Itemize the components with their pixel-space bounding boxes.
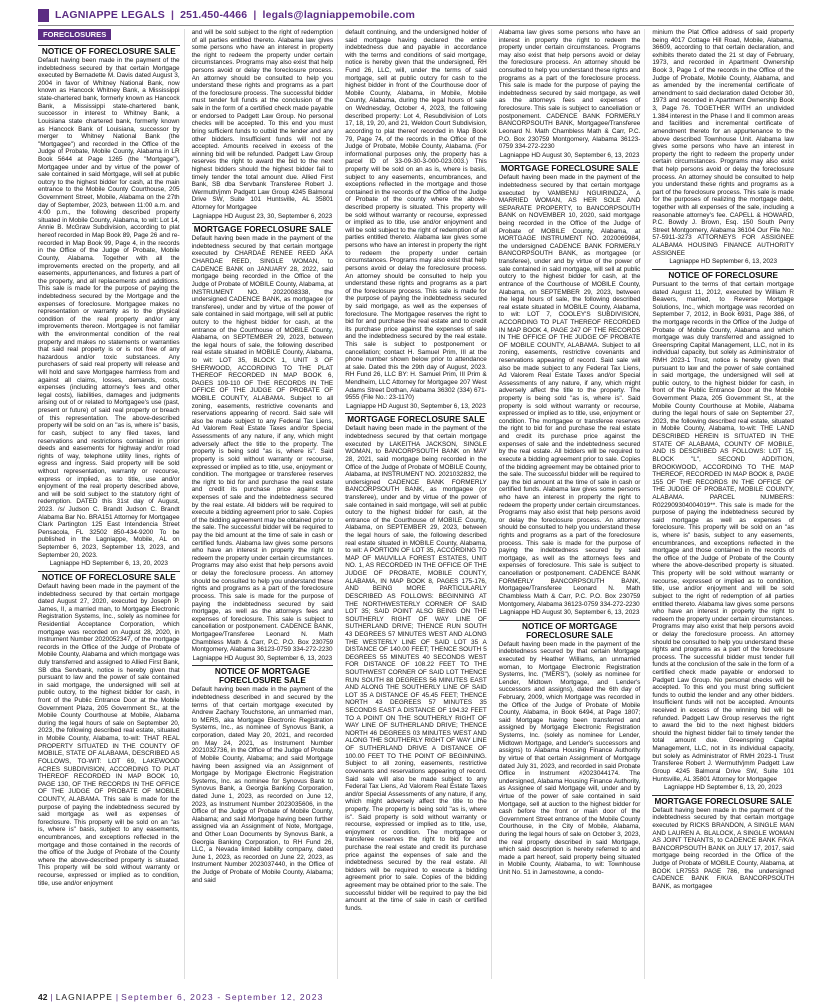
notice-body: Default having been made in the payment of the indebtedness secured by that certain mortgage dated August 27, 2020, executed by Joseph P. James, II, a married man, to Mortgage Electronic Registration Systems, Inc., solely as nominee for Residential Acceptance Corporation, which mortgage was recorded on August 28, 2020, in Instrument Number 2020052347, of the mortgage records in the Office of the Judge of Probate of Mobile County, Alabama and which mortgage was duly transferred and assigned to Allied First Bank, SB dba Servbank, notice is hereby given that pursuant to law and the power of sale contained in said mortgage, the undersigned will sell at public outcry, to the highest bidder for cash, in front of the Public Entrance Door at the Mobile Government Plaza, 205 Government St., at the Mobile County Courthouse at Mobile, Alabama during the legal hours of sale on September 20, 2023, the following described real estate, situated in Mobile County, Alabama, to-wit: THAT REAL PROPERTY SITUATED IN THE COUNTY OF MOBILE, STATE OF ALABAMA, DESCRIBED AS FOLLOWS, TO-WIT: LOT 69, LAKEWOOD ACRES SUBDIVISION, ACCORDING TO PLAT THEREOF RECORDED IN MAP BOOK 10, PAGE 130, OF THE RECORDS IN THE OFFICE OF THE JUDGE OF PROBATE OF MOBILE COUNTY, ALABAMA. This sale is made for the purpose of paying the indebtedness secured by said mortgage as well as expenses of foreclosure. This property will be sold on an "as is, where is" basis, subject to any easements, encumbrances, and exceptions reflected in the mortgage and those contained in the records of the office of the Judge of Probate of the County where the above-described property is situated. This property will be sold without warranty or recourse, expressed or implied as to condition, title, use and/or enjoyment <box>38 582 180 887</box>
notice-heading: MORTGAGE FORECLOSURE SALE <box>652 795 794 806</box>
page-footer <box>38 990 798 1004</box>
page-number: 42 <box>38 992 48 1002</box>
section-title: LAGNIAPPE LEGALS <box>55 9 165 21</box>
phone-number: 251.450-4466 <box>180 9 248 21</box>
legal-notice <box>38 45 180 568</box>
notice-publication-ref: Lagniappe HD August 30, September 6, 13, 2023 <box>499 151 640 159</box>
legal-notice <box>499 29 641 159</box>
notice-publication-ref: Lagniappe HD August 30, September 6, 13, 2023 <box>346 402 486 410</box>
notice-body: Default having been made in the payment of the indebtedness secured by that certain Mortgage executed by Heather Williams, an unmarried woman, to Mortgage Electronic Registration Systems, Inc. ("MERS"), (solely as nominee for Lender, Midtown Mortgage, and Lender's successors and assigns), dated the 6th day of February, 2009, which Mortgage was recorded in the Office of the Judge of Probate of Mobile County, Alabama, in Book 6494, at Page 1807; said Mortgage having been transferred and assigned by Mortgage Electronic Registration Systems, Inc. (solely as nominee for Lender, Midtown Mortgage, and Lender's successors and assigns) to Alabama Housing Finance Authority by virtue of that certain Assignment of Mortgage dated July 31, 2023, and recorded in said Probate Office in Instrument #2023044174. The undersigned, Alabama Housing Finance Authority, as Assignee of said Mortgage will, under and by virtue of the power of sale contained in said Mortgage, sell at auction to the highest bidder for cash before the front or main door of the Government Street entrance of the Mobile County Courthouse, in the City of Mobile, Alabama, during the legal hours of sale on October 3, 2023, the real property described in said Mortgage, which said description is hereby referred to and made a part hereof, said property being situated in Mobile County, Alabama, to wit: Townhouse Unit No. 51 in Jamestowne, a condo- <box>498 640 641 877</box>
column-5 <box>652 29 794 979</box>
notice-body: Alabama law gives some persons who have an interest in property the right to redeem the property under certain circumstances. Programs may also exist that help persons avoid or delay the foreclosure process. An attorney should be consulted to help you understand these rights and programs as a part of the foreclosure process. This sale is made for the purpose of paying the indebtedness secured by said mortgage, as well as the attorneys fees and expenses of foreclosure. This sale is subject to cancellation or postponement. CADENCE BANK FORMERLY BANCORPSOUTH BANK, Mortgagee/Transferee Leonard N. Math Chambless Math & Carr, P.C. P.O. Box 230759 Montgomery, Alabama 36123-0759 334-272-2230 <box>498 29 641 151</box>
notice-heading: NOTICE OF FORECLOSURE SALE <box>38 45 180 56</box>
separator: | <box>253 9 257 21</box>
legal-notice <box>499 620 641 877</box>
masthead-square-icon <box>38 9 49 22</box>
notice-body: and will be sold subject to the right of redemption of all parties entitled thereto. Alabama law gives some persons who have an interest in property the right to redeem the property under certain circumstances. Programs may also exist that help persons avoid or delay the foreclosure process. An attorney should be consulted to help you understand these rights and programs as a part of the foreclosure process. The successful bidder must tender full funds at the conclusion of the sale in the form of a certified check made payable or endorsed to Padgett Law Group. No personal checks will be accepted. To this end you must bring sufficient funds to outbid the lender and any other bidders. Insufficient funds will not be accepted. Amounts received in excess of the winning bid will be refunded. Padgett Law Group reserves the right to award the bid to the next highest bidders should the highest bidder fail to timely tender the total amount due. Allied First Bank, SB dba Servbank Transferee Robert J. Wermuth/jmm Padgett Law Group 4245 Balmoral Drive SW, Suite 101 Huntsville, AL 35801 Attorney for Mortgagee <box>191 29 334 212</box>
footer-separator: | <box>50 992 53 1002</box>
legal-notice <box>345 29 487 410</box>
notice-body: Default having been made in the payment of the indebtedness secured by that certain mortgage executed by VAMBENU NGUIRINDZA, A MARRIED WOMAN, AS HER SOLE AND SEPARATE PROPERTY, to BANCORPSOUTH BANK on NOVEMBER 10, 2020, said mortgage being recorded in the Office of the Judge of Probate of MOBILE County, Alabama, at MORTGAGE INSTRUMENT NO. 2020069984, the undersigned CADENCE BANK FORMERLY BANCORPSOUTH BANK, as mortgagee (or transferee), under and by virtue of the power of sale contained in said mortgage, will sell at public outcry to the highest bidder for cash, at the entrance of the Courthouse of MOBILE County, Alabama, on SEPTEMBER 29, 2023, between the legal hours of sale, the following described real estate situated in MOBILE County, Alabama, to wit: LOT 7, COOLEY'S SUBDIVISION, ACCORDING TO PLAT THEREOF RECORDED IN MAP BOOK 4, PAGE 247 OF THE RECORDS IN THE OFFICE OF THE JUDGE OF PROBATE OF MOBILE COUNTY, ALABAMA. Subject to all zoning, easements, restrictive covenants and reservations appearing of record. Said sale will also be made subject to any Federal Tax Liens, Ad Valorem Real Estate Taxes and/or Special Assessments of any nature, if any, which might adversely affect the title to the property. The property is being sold "as is, where is". Said property is sold without warranty or recourse, expressed or implied as to title, use, enjoyment or condition. The mortgagee or transferee reserves the right to bid for and purchase the real estate and credit its purchase price against the expenses of sale and the indebtedness secured by the real estate. All bidders will be required to execute a bidding agreement prior to sale. Copies of the bidding agreement may be obtained prior to the sale. The successful bidder will be required to pay the bid amount at the time of sale in cash or certified funds. Alabama law gives some persons who have an interest in property the right to redeem the property under certain circumstances. Programs may also exist that help persons avoid or delay the foreclosure process. An attorney should be consulted to help you understand these rights and programs as a part of the foreclosure process. This sale is made for the purpose of paying the indebtedness secured by said mortgage, as well as the attorneys fees and expenses of foreclosure. This sale is subject to cancellation or postponement. CADENCE BANK FORMERLY BANCORPSOUTH BANK, Mortgagee/Transferee Leonard N. Math Chambless Math & Carr, P.C. P.O. Box 230759 Montgomery, Alabama 36123-0759 334-272-2230 <box>498 174 641 608</box>
column-4 <box>499 29 646 979</box>
notice-publication-ref: Lagniappe HD September 6, 13, 20, 2023 <box>664 784 783 792</box>
legal-notice <box>192 29 334 220</box>
notice-body: Default having been made in the payment of the indebtedness secured by that certain mortgage executed by CHARDAE RENEE REED AKA CHARDAE REED, SINGLE WOMAN, to CADENCE BANK on JANUARY 28, 2022, said mortgage being recorded in the Office of the Judge of Probate of MOBILE County, Alabama, at INSTRUMENT NO. 2022008338, the undersigned CADENCE BANK, as mortgagee (or transferee), under and by virtue of the power of sale contained in said mortgage, will sell at public outcry to the highest bidder for cash, at the entrance of the Courthouse of MOBILE County, Alabama, on SEPTEMBER 29, 2023, between the legal hours of sale, the following described real estate situated in MOBILE County, Alabama, to wit: LOT 35, BLOCK 1, UNIT 3 OF SHERWOOD, ACCORDING TO THE PLAT THEREOF RECORDED IN MAP BOOK 6, PAGES 109-110 OF THE RECORDS IN THE OFFICE OF THE JUDGE OF PROBATE OF MOBILE COUNTY, ALABAMA. Subject to all zoning, easements, restrictive covenants and reservations appearing of record. Said sale will also be made subject to any Federal Tax Liens, Ad Valorem Real Estate Taxes and/or Special Assessments of any nature, if any, which might adversely affect the title to the property. The property is being sold "as is, where is". Said property is sold without warranty or recourse, expressed or implied as to title, use, enjoyment or condition. The mortgagee or transferee reserves the right to bid for and purchase the real estate and credit its purchase price against the expenses of sale and the indebtedness secured by the real estate. All bidders will be required to execute a bidding agreement prior to sale. Copies of the bidding agreement may be obtained prior to the sale. The successful bidder will be required to pay the bid amount at the time of sale in cash or certified funds. Alabama law gives some persons who have an interest in property the right to redeem the property under certain circumstances. Programs may also exist that help persons avoid or delay the foreclosure process. An attorney should be consulted to help you understand these rights and programs as a part of the foreclosure process. This sale is made for the purpose of paying the indebtedness secured by said mortgage, as well as the attorneys fees and expenses of foreclosure. This sale is subject to cancellation or postponement. CADENCE BANK, Mortgagee/Transferee Leonard N. Math Chambless Math & Carr, P.C. P.O. Box 230759 Montgomery, Alabama 36123-0759 334-272-2230 <box>191 235 334 654</box>
column-2 <box>192 29 339 979</box>
legal-columns <box>38 29 794 979</box>
notice-body: default continuing, and the undersigned holder of said mortgage having declared the entire indebtedness due and payable in accordance with the terms and conditions of said mortgage, notice is hereby given that the undersigned, RH Fund 26, LLC, will, under the terms of said mortgage, sell at public outcry for cash to the highest bidder in front of the Courthouse door of Mobile County, Alabama, in Mobile, Mobile County, Alabama, during the legal hours of sale on Wednesday, October 4, 2023, the following described property: Lot 4, Resubdivision of Lots 17, 18, 19, 20, and 21, Weldon Court Subdivision, according to plat thereof recorded in Map Book 79, Page 74, of the records in the Office of the Judge of Probate, Mobile County, Alabama. (For informational purposes only, the property has a parcel ID of 33-09-30-3-000-023.003.) This property will be sold on an as is, where is basis, subject to any easements, encumbrances, and exceptions reflected in the mortgage and those contained in the records of the Office of the Judge of Probate of the county where the above-described property is situated. This property will be sold without warranty or recourse, expressed or implied as to title, use and/or enjoyment and will be sold subject to the right of redemption of all parties entitled thereto. Alabama law gives some persons who have an interest in property the right to redeem the property under certain circumstances. Programs may also exist that help persons avoid or delay the foreclosure process. An attorney should be consulted to help you understand these rights and programs as a part of the foreclosure process. This sale is made for the purpose of paying the indebtedness secured by said mortgage, as well as the expenses of foreclosure. The Mortgagee reserves the right to bid for and purchase the real estate and to credit its purchase price against the expenses of sale and the indebtedness secured by the real estate. This sale is subject to postponement or cancellation; contact H. Samuel Prim, III at the phone number shown below prior to attendance at sale. Dated this the 29th day of August, 2023. RH Fund 26, LLC BY: H. Samuel Prim, III Prim & Mendheim, LLC Attorney for Mortgagee 207 West Adams Street Dothan, Alabama 36302 (334) 671-9555 (File No.: 23-1170) <box>345 29 487 402</box>
notice-publication-ref: Lagniappe HD August 30, September 6, 13, 2023 <box>499 609 640 617</box>
separator: | <box>170 9 175 21</box>
notice-body: Default having been made in the payment of the indebtedness secured by that certain mortgage executed by RICKS BRANDON, A SINGLE MAN AND LAUREN A. BLALOCK, A SINGLE WOMAN AS JOINT TENANTS, to CADENCE BANK F/K/A BANCORPSOUTH BANK on JULY 17, 2017, said mortgage being recorded in the Office of the Judge of Probate of MOBILE County, Alabama, at BOOK LR7553 PAGE 786, the undersigned CADENCE BANK F/K/A BANCORPSOUTH BANK, as mortgagee <box>652 806 794 890</box>
notice-publication-ref: Lagniappe HD August 30, September 6, 13, 2023 <box>192 654 333 662</box>
notice-body: Default having been made in the payment of the indebtedness described in and secured by the terms of that certain mortgage executed by Andrew Zachary Touchstone, an unmarried man, to MERS, aka Mortgage Electronic Registration Systems, Inc., as nominee of Synovus Bank, a corporation, dated May 20, 2021, and recorded on May 24, 2021, as Instrument Number 2021032736, in the Office of the Judge of Probate of Mobile County, Alabama; and said Mortgage having been assigned via an Assignment of Mortgage by Mortgage Electronic Registration Systems, Inc. as nominee for Synovus Bank to Synovus Bank, a Georgia Banking Corporation, dated June 1, 2023, as recorded on June 12, 2023, as Instrument Number 2023035606, in the Office of the Judge of Probate of Mobile County, Alabama; and said Mortgage having been further assigned via an Assignment of Note, Mortgage, and Other Loan Documents by Synovus Bank, a Georgia Banking Corporation, to RH Fund 26, LLC, a Nevada limited liability company, dated June 1, 2023, as recorded on June 22, 2023, as Instrument Number 2023037440, in the Office of the Judge of Probate of Mobile County, Alabama; and said <box>191 686 334 884</box>
legal-notice <box>345 413 487 912</box>
notice-heading: MORTGAGE FORECLOSURE SALE <box>192 223 334 234</box>
legal-notice <box>192 665 334 884</box>
issue-dates: September 6, 2023 - September 12, 2023 <box>121 992 324 1002</box>
publication-name: LAGNIAPPE <box>55 992 113 1002</box>
legal-notice <box>652 29 794 266</box>
header-rule <box>38 25 794 26</box>
legal-notice <box>652 269 794 792</box>
notice-publication-ref: Lagniappe HD September 6, 13, 20, 2023 <box>49 560 168 568</box>
legal-notice <box>38 571 180 887</box>
notice-heading: MORTGAGE FORECLOSURE SALE <box>345 413 487 424</box>
section-tab-foreclosures: FORECLOSURES <box>38 29 111 40</box>
notice-body: Pursuant to the terms of that certain mortgage dated August 11, 2012, executed by William R Beavers, married, to Reverse Mortgage Solutions, Inc., which mortgage was recorded on September 7, 2012, in Book 6931, Page 386, of the mortgage records in the Office of the Judge of Probate of Mobile County, Alabama and which mortgage was duly transferred and assigned to Greenspring Capital Management, LLC, not in its individual capacity, but solely as Administrator of RMH 2023-1 Trust, notice is hereby given that pursuant to law and the power of sale contained in said mortgage, the undersigned will sell at public outcry, to the highest bidder for cash, in front of the Public Entrance Door at the Mobile Government Plaza, 205 Government St., at the Mobile County Courthouse at Mobile, Alabama during the legal hours of sale on September 27, 2023, the following described real estate, situated in Mobile County, Alabama, to-wit: THE LAND DESCRIBED HEREIN IS SITUATED IN THE STATE OF ALABAMA, COUNTY OF MOBILE, AND IS DESCRIBED AS FOLLOWS: LOT 15, BLOCK "L", SECOND ADDITION, BROOKWOOD, ACCORDING TO THE MAP THEREOF, RECORDED IN MAP BOOK 8, PAGE 155 OF THE RECORDS IN THE OFFICE OF THE JUDGE OF PROBATE, MOBILE COUNTY, ALABAMA. PARCEL NUMBERS: R022909304004019**. This sale is made for the purpose of paying the indebtedness secured by said mortgage as well as expenses of foreclosure. This property will be sold on an "as is, where is" basis, subject to any easements, encumbrances, and exceptions reflected in the mortgage and those contained in the records of the office of the Judge of Probate of the County where the above-described property is situated. This property will be sold without warranty or recourse, expressed or implied as to condition, title, use and/or enjoyment and will be sold subject to the right of redemption of all parties entitled thereto. Alabama law gives some persons who have an interest in property the right to redeem the property under certain circumstances. Programs may also exist that help persons avoid or delay the foreclosure process. An attorney should be consulted to help you understand these rights and programs as a part of the foreclosure process. The successful bidder must tender full funds at the conclusion of the sale in the form of a certified check made payable or endorsed to Padgett Law Group. No personal checks will be accepted. To this end you must bring sufficient funds to outbid the lender and any other bidders. Insufficient funds will not be accepted. Amounts received in excess of the winning bid will be refunded. Padgett Law Group reserves the right to award the bid to the next highest bidders should the highest bidder fail to timely tender the total amount due. Greenspring Capital Management, LLC, not in its individual capacity, but solely as Administrator of RMH 2023-1 Trust Transferee Robert J. Wermuth/jmm Padgett Law Group 4245 Balmoral Drive SW, Suite 101 Huntsville, AL 35801 Attorney for Mortgagee <box>652 280 794 783</box>
notice-publication-ref: Lagniappe HD September 6, 13, 2023 <box>669 258 777 266</box>
notice-heading: NOTICE OF FORECLOSURE SALE <box>38 571 180 582</box>
notice-heading: NOTICE OF MORTGAGE FORECLOSURE SALE <box>192 665 334 685</box>
masthead <box>38 6 798 24</box>
notice-heading: NOTICE OF MORTGAGE FORECLOSURE SALE <box>499 620 641 640</box>
notice-heading: NOTICE OF FORECLOSURE <box>652 269 794 280</box>
legal-notice <box>652 795 794 891</box>
notice-body: Default having been made in the payment of the indebtedness secured by that certain mortgage executed by LAKEITHA JACKSON, SINGLE WOMAN, to BANCORPSOUTH BANK on MAY 28, 2021, said mortgage being recorded in the Office of the Judge of Probate of MOBILE County, Alabama, at INSTRUMENT NO. 2021032832, the undersigned CADENCE BANK FORMERLY BANCORPSOUTH BANK, as mortgagee (or transferee), under and by virtue of the power of sale contained in said mortgage, will sell at public outcry to the highest bidder for cash, at the entrance of the Courthouse of MOBILE County, Alabama, on SEPTEMBER 29, 2023, between the legal hours of sale, the following described real estate situated in MOBILE County, Alabama, to wit: A PORTION OF LOT 35, ACCORDING TO MAP OF MAUVILLA FOREST ESTATES, UNIT NO. 1, AS RECORDED IN THE OFFICE OF THE JUDGE OF PROBATE, MOBILE COUNTY, ALABAMA, IN MAP BOOK 8, PAGES 175-176, AND BEING MORE PARTICULARLY DESCRIBED AS FOLLOWS: BEGINNING AT THE NORTHWESTERLY CORNER OF SAID LOT 35; SAID POINT ALSO BEING ON THE SOUTHERLY RIGHT OF WAY LINE OF SUTHERLAND DRIVE; THENCE RUN SOUTH 43 DEGREES 57 MINUTES WEST AND ALONG THE WESTERLY LINE OF SAID LOT 35 A DISTANCE OF 140.00 FEET; THENCE SOUTH 5 DEGREES 55 MINUTES 40 SECONDS WEST FOR DISTANCE OF 108.22 FEET TO THE SOUTHWEST CORNER OF SAID LOT THENCE RUN SOUTH 88 DEGREES 56 MINUTES EAST AND ALONG THE SOUTHERLY LINE OF SAID LOT 35 A DISTANCE OF 45.45 FEET; THENCE NORTH 43 DEGREES 57 MINUTES 35 SECONDS EAST A DISTANCE OF 194.32 FEET TO A POINT ON THE SOUTHERLY RIGHT OF WAY LINE OF SUTHERLAND DRIVE; THENCE NORTH 46 DEGREES 03 MINUTES WEST AND ALONG THE SOUTHERLY RIGHT OF WAY LINE OF SUTHERLAND DRIVE A DISTANCE OF 100.00 FEET TO THE POINT OF BEGINNING. Subject to all zoning, easements, restrictive covenants and reservations appearing of record. Said sale will also be made subject to any Federal Tax Liens, Ad Valorem Real Estate Taxes and/or Special Assessments of any nature, if any, which might adversely affect the title to the property. The property is being sold "as is, where is". Said property is sold without warranty or recourse, expressed or implied as to title, use, enjoyment or condition. The mortgagee or transferee reserves the right to bid for and purchase the real estate and credit its purchase price against the expenses of sale and the indebtedness secured by the real estate. All bidders will be required to execute a bidding agreement prior to sale. Copies of the bidding agreement may be obtained prior to the sale. The successful bidder will be required to pay the bid amount at the time of sale in cash or certified funds. <box>345 425 487 912</box>
email-address: legals@lagniappemobile.com <box>262 9 416 21</box>
legal-notice <box>192 223 334 662</box>
column-1 <box>38 29 185 979</box>
notice-heading: MORTGAGE FORECLOSURE SALE <box>499 162 641 173</box>
column-3 <box>345 29 492 979</box>
notice-body: minium the Plat Office address of said property being 4017 Cottage Hill Road, Mobile, Alabama, 36609, according to that certain declaration, and exhibits thereto dated the 21 st day of February, 1973, and recorded in Apartment Ownership Book 3, Page 1 of the records in the Office of the Judge of Probate, Mobile County, Alabama, and as amended by the incremental certificate of amendment to said declaration dated October 30, 1973 and recorded in Apartment Ownership Book 3, Page 76. TOGETHER WITH an undivided 1.384 interest in the Phase I and II common areas and facilities and incremental certificate of amendment thereto for an appurtenance to the above described Townhouse Unit. Alabama law gives some persons who have an interest in property the right to redeem the property under certain circumstances. Programs may also exist that help persons avoid or delay the foreclosure process. An attorney should be consulted to help you understand these rights and programs as a part of the foreclosure process. This sale is made for the purposes of realizing the mortgage debt, together with all expenses of the sale, including a reasonable attorney's fee. CAPELL & HOWARD, P.C. Bowdy J. Brown, Esq. 150 South Perry Street Montgomery, Alabama 36104 Our File No.: 57-5911-3273 ATTORNEYS FOR ASSIGNEE ALABAMA HOUSING FINANCE AUTHORITY ASSIGNEE <box>652 29 794 257</box>
notice-publication-ref: Lagniappe HD August 23, 30, September 6, 2023 <box>192 212 333 220</box>
legal-notice <box>499 162 641 616</box>
notice-body: Default having been made in the payment of the indebtedness secured by that certain Mortgage executed by Bernadette M. Davis dated August 3, 2004 in favor of Whitney National Bank, now known as Hancock Whitney Bank, a Mississippi state-chartered bank, formerly known as Hancock Bank, a Mississippi state-chartered bank, successor in interest to Whitney Bank, a Louisiana state chartered bank, formerly known as Hancock Bank of Louisiana, successor by merger to Whitney National Bank (the "Mortgagee") and recorded in the Office of the Judge of Probate, Mobile County, Alabama in LR Book 5644 at Page 1265 (the "Mortgage"), Mortgagee under and by virtue of the power of sale contained in said Mortgage, will sell at public outcry to the highest bidder for cash, at the main entrance to the Mobile County Courthouse, 205 Government Street, Mobile, Alabama on the 27th day of September, 2023, between 11:00 a.m. and 4:00 p.m., the following described property situated in Mobile County, Alabama, to wit: Lot 14, Annie B. McGraw Subdivision, according to plat hereof recorded in Map Book 89, Page 26 and re-recorded in Map Book 99, Page 4, in the records in the Office of the Judge of Probate, Mobile County, Alabama. Together with all the improvements erected on the property, and all easements, appurtenances, and fixtures a part of the property, and all replacements and additions. This sale is made for the purpose of paying the indebtedness secured by the Mortgage and the expenses of foreclosure. Mortgagee makes no representation or warranty as to the physical condition of the real property and/or any improvements thereon. Mortgagee is not familiar with the environmental condition of the real property and makes no statements or warranties that said real property is or is not free of any hazardous and/or toxic substances. Any purchasers of said real property will release and will hold and save Mortgagee harmless from and against all claims, losses, demands, costs, expenses (including attorney's fees and other legal costs), liabilities, damages and judgments arising out of or related to Mortgagee's use (past, present or future) of said real property or breach of this representation. The above-described property will be sold on an "as is, where is" basis, for cash, subject to any filed taxes, land reservations and restrictions contained in prior deeds and easements for highway and/or road rights of way, telephone utility lines, rights of egress and ingress. Said property will be sold without representation, warranty or recourse, express or implied, as to title, use and/or enjoyment of the real property described above, and will be sold subject to the statutory right of redemption. DATED this 31st day of August, 2023. /s/ Judson C. Brandt Judson C. Brandt Alabama Bar No. BRA151 Attorney for Mortgagee Clark Partington 125 East Intendencia Street Pensacola, FL 32502 850-434-9200 To be published in the Lagniappe, Mobile, AL on September 6, 2023, September 13, 2023, and September 20, 2023. <box>38 57 180 559</box>
footer-separator: | <box>115 992 119 1002</box>
